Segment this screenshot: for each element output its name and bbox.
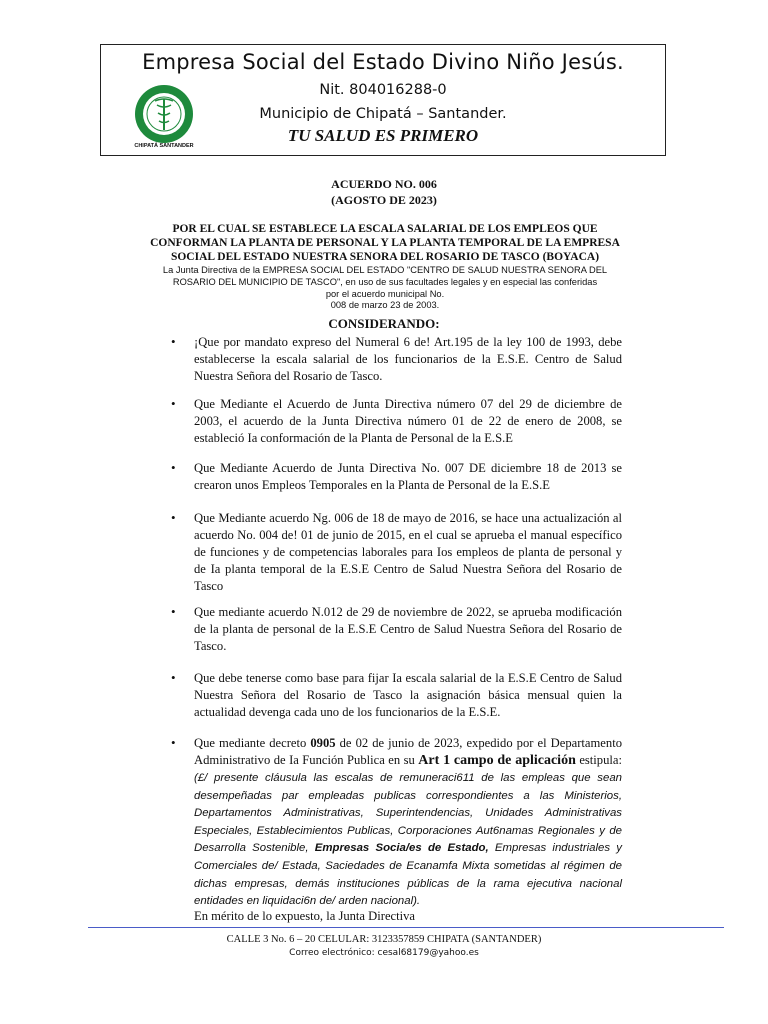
considerando-item: Que mediante acuerdo N.012 de 29 de noviembre de 2022, se aprueba modificación de la planta de personal de la E.S.E Centro de Salud Nuestra Señora del Rosario de Tasco. bbox=[194, 605, 622, 653]
logo-caption: CHIPATÁ SANTANDER bbox=[134, 143, 194, 149]
entity-nit: Nit. 804016288-0 bbox=[319, 82, 447, 98]
decreto-quote: Empresas industriales y Comerciales de/ Estada, Saciedades de Ecanamfa Mixta sometidas al régimen de dichas empresas, demás instituciones públicas de la rama ejecutiva nacional entidades en liquidaci6n de/ arden nacional). bbox=[194, 842, 622, 908]
bullet-glyph: • bbox=[171, 334, 176, 349]
letterhead-box bbox=[100, 44, 666, 156]
merito-line: En mérito de lo expuesto, la Junta Directiva bbox=[194, 909, 416, 923]
decreto-text: Que mediante decreto bbox=[194, 736, 311, 750]
decreto-quote: (£/ presente cláusula las escalas de remuneraci611 de las empleas que sean desempeñadas par empleadas publicas correspondientes a las Ministerios, Departamentos Administrativas, Superintendencias, Unidades Administrativas Especiales, Establecimientos Publicas, Corporaciones Aut6namas Regionales y de Desarrolla Sostenible, bbox=[194, 772, 622, 855]
bullet-glyph: • bbox=[171, 670, 176, 685]
considerando-item: Que debe tenerse como base para fijar Ia escala salarial de la E.S.E Centro de Salud Nuestra Señora del Rosario de Tasco la asignación básica mensual quien la actualidad devenga cada uno de los funcionarios de la E.S.E. bbox=[194, 671, 622, 719]
footer-divider bbox=[88, 927, 724, 928]
agreement-date: (AGOSTO DE 2023) bbox=[331, 193, 437, 207]
considerando-item: ¡Que por mandato expreso del Numeral 6 de! Art.195 de la ley 100 de 1993, debe establecerse la escala salarial de los funcionarios de la E.S.E. Centro de Salud Nuestra Señora del Rosario de Tasco. bbox=[194, 335, 622, 383]
decreto-text: de 02 de junio de 2023, expedido por el Departamento Administrativo de Ia Función Publica en su bbox=[194, 736, 622, 767]
footer-email: Correo electrónico: cesal68179@yahoo.es bbox=[289, 948, 479, 958]
agreement-subject: POR EL CUAL SE ESTABLECE LA ESCALA SALARIAL DE LOS EMPLEOS QUE CONFORMAN LA PLANTA DE PERSONAL Y LA PLANTA TEMPORAL DE LA EMPRESA SOCIAL DEL ESTADO NUESTRA SENORA DEL ROSARIO DE TASCO (BOYACA) bbox=[150, 223, 620, 263]
bullet-glyph: • bbox=[171, 510, 176, 525]
intro-line: La Junta Directiva de la EMPRESA SOCIAL DEL ESTADO "CENTRO DE SALUD NUESTRA SENORA DEL bbox=[162, 265, 608, 275]
bullet-glyph: • bbox=[171, 735, 176, 750]
agreement-number: ACUERDO NO. 006 bbox=[331, 177, 437, 191]
footer-address: CALLE 3 No. 6 – 20 CELULAR: 3123357859 CHIPATA (SANTANDER) bbox=[226, 934, 542, 945]
considerando-item-decreto bbox=[194, 735, 622, 910]
agreement-title bbox=[0, 176, 768, 208]
decreto-text: estipula: bbox=[575, 753, 622, 767]
bullet-glyph: • bbox=[171, 396, 176, 411]
intro-line: por el acuerdo municipal No. bbox=[325, 288, 445, 299]
bullet-glyph: • bbox=[171, 460, 176, 475]
logo-seal-icon bbox=[133, 83, 195, 145]
considerando-item: Que Mediante acuerdo Ng. 006 de 18 de mayo de 2016, se hace una actualización al acuerdo No. 004 de! 01 de junio de 2015, en el cual se aprueba el manual específico de funciones y de competencias laborales para Ios empleos de planta de personal y de Ia planta temporal de la E.S.E Centro de Salud Nuestra Señora del Rosario de Tasco bbox=[194, 511, 622, 593]
decreto-quote-bold: Empresas Socia/es de Estado, bbox=[314, 842, 489, 855]
considerando-item: Que Mediante Acuerdo de Junta Directiva No. 007 DE diciembre 18 de 2013 se crearon unos Empleos Temporales en la Planta de Personal de la E.S.E bbox=[194, 461, 622, 492]
intro-text bbox=[140, 265, 630, 312]
intro-line: ROSARIO DEL MUNICIPIO DE TASCO", en uso de sus facultades legales y en especial las conferidas bbox=[172, 276, 598, 287]
considerando-item: Que Mediante el Acuerdo de Junta Directiva número 07 del 29 de diciembre de 2003, el acuerdo de la Junta Directiva número 01 de 22 de enero de 2008, se estableció Ia conformación de la Planta de Personal de la E.S.E bbox=[194, 397, 622, 445]
bullet-glyph: • bbox=[171, 604, 176, 619]
intro-line: 008 de marzo 23 de 2003. bbox=[330, 300, 440, 311]
entity-municipality: Municipio de Chipatá – Santander. bbox=[259, 106, 507, 122]
entity-slogan: TU SALUD ES PRIMERO bbox=[287, 126, 479, 145]
decreto-article: Art 1 campo de aplicación bbox=[418, 753, 576, 768]
decreto-number: 0905 bbox=[310, 736, 336, 750]
considerando-heading: CONSIDERANDO: bbox=[328, 316, 440, 331]
entity-name: Empresa Social del Estado Divino Niño Jesús. bbox=[142, 50, 624, 74]
